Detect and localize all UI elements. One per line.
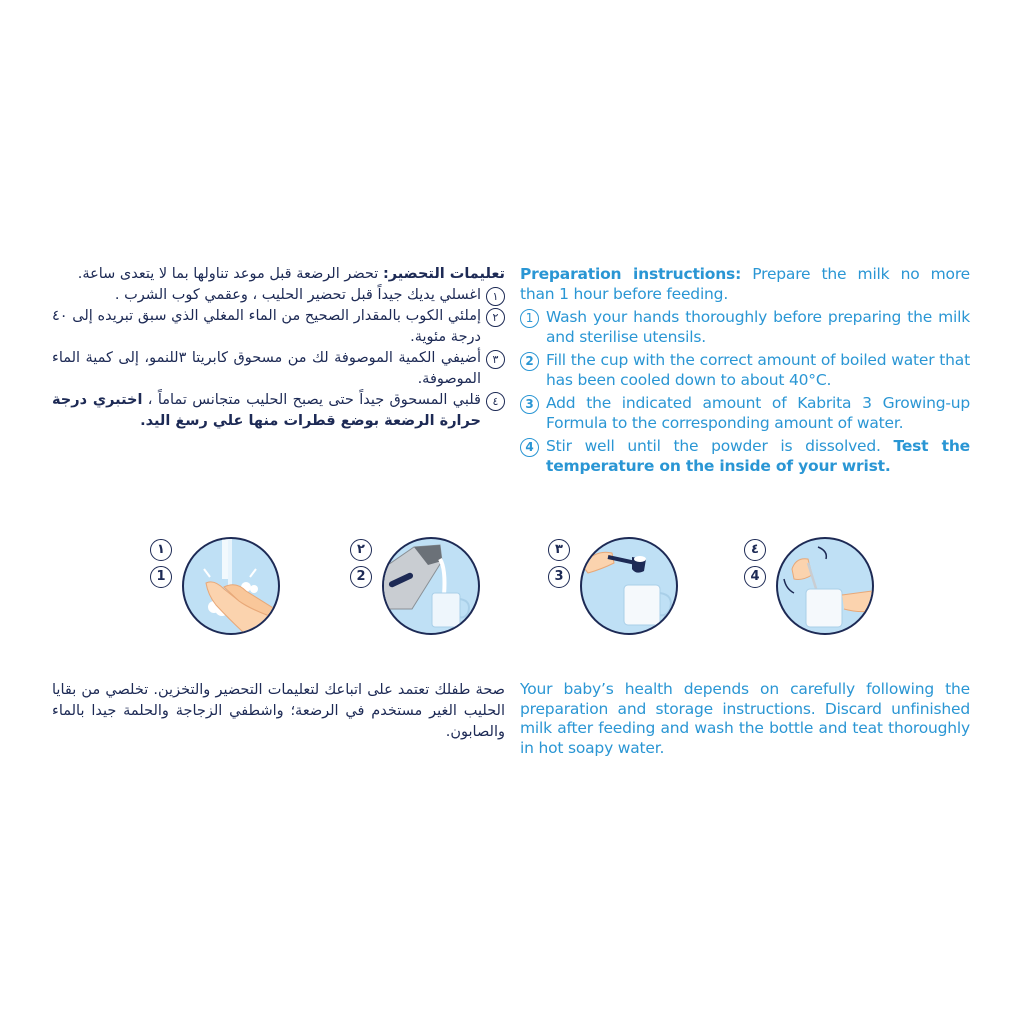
step-text: اغسلي يديك جيداً قبل تحضير الحليب ، وعقمي كوب الشرب . xyxy=(114,287,481,303)
hand-washing-icon xyxy=(182,537,280,635)
step-number-badge: ١ xyxy=(486,287,505,306)
step-text: إملئي الكوب بالمقدار الصحيح من الماء المغلي الذي سبق تبريده إلى ٤٠ درجة مئوية. xyxy=(52,308,481,345)
english-step-badge: 1 xyxy=(150,566,172,588)
english-footer-note xyxy=(520,680,970,758)
arabic-step-2 xyxy=(52,306,505,348)
english-intro-text: Prepare the milk no more than 1 hour before feeding. xyxy=(520,265,970,303)
step-text: Wash your hands thoroughly before preparing the milk and sterilise utensils. xyxy=(546,308,970,346)
arabic-intro-text: تحضر الرضعة قبل موعد تناولها بما لا يتعدى ساعة. xyxy=(77,266,383,282)
illustration-step-3 xyxy=(548,537,683,637)
step-number-badge: ٤ xyxy=(486,392,505,411)
english-step-2 xyxy=(520,351,970,390)
english-step-badge: 4 xyxy=(744,566,766,588)
arabic-step-badge: ٢ xyxy=(350,539,372,561)
step-text-bold: اختبري درجة حرارة الرضعة بوضع قطرات منها علي رسغ اليد. xyxy=(52,392,481,429)
kettle-pouring-icon xyxy=(382,537,480,635)
arabic-footer-note xyxy=(52,680,505,743)
arabic-step-badge: ١ xyxy=(150,539,172,561)
english-intro xyxy=(520,265,970,304)
illustration-step-4 xyxy=(744,537,879,637)
english-footer-text: Your baby’s health depends on carefully following the preparation and storage instructions. Discard unfinished milk after feeding and wash the bottle and teat thoroughly in hot soapy water. xyxy=(520,680,970,757)
english-step-4 xyxy=(520,437,970,476)
arabic-step-1 xyxy=(52,285,505,306)
formula-scoop-icon xyxy=(580,537,678,635)
english-step-1 xyxy=(520,308,970,347)
step-number-badge: 4 xyxy=(520,438,539,457)
step-text: قلبي المسحوق جيداً حتى يصبح الحليب متجانس تماماً ، xyxy=(142,392,481,408)
arabic-step-badge: ٤ xyxy=(744,539,766,561)
step-text-bold: Test the temperature on the inside of your wrist. xyxy=(546,437,970,475)
step-text: أضيفي الكمية الموصوفة لك من مسحوق كابريتا ٣للنمو، إلى كمية الماء الموصوفة. xyxy=(52,350,481,387)
arabic-intro xyxy=(52,264,505,285)
step-number-badge: 2 xyxy=(520,352,539,371)
step-number-badge: 3 xyxy=(520,395,539,414)
step-number-badge: ٣ xyxy=(486,350,505,369)
step-text: Fill the cup with the correct amount of boiled water that has been cooled down to about 40°C. xyxy=(546,351,970,389)
arabic-step-3 xyxy=(52,348,505,390)
english-instructions xyxy=(520,265,970,476)
step-number-badge: ٢ xyxy=(486,308,505,327)
arabic-footer-text: صحة طفلك تعتمد على اتباعك لتعليمات التحضير والتخزين. تخلصي من بقايا الحليب الغير مستخدم في الرضعة؛ واشطفي الزجاجة والحلمة جيدا بالماء والصابون. xyxy=(52,682,505,740)
english-step-3 xyxy=(520,394,970,433)
arabic-step-4 xyxy=(52,390,505,432)
stirring-cup-icon xyxy=(776,537,874,635)
english-step-badge: 3 xyxy=(548,566,570,588)
english-intro-heading: Preparation instructions: xyxy=(520,265,742,283)
illustration-step-2 xyxy=(350,537,485,637)
arabic-instructions xyxy=(52,264,505,432)
arabic-step-badge: ٣ xyxy=(548,539,570,561)
illustration-step-1 xyxy=(150,537,285,637)
step-text: Stir well until the powder is dissolved. xyxy=(546,437,894,455)
arabic-intro-heading: تعليمات التحضير: xyxy=(382,266,505,282)
english-step-badge: 2 xyxy=(350,566,372,588)
step-text: Add the indicated amount of Kabrita 3 Growing-up Formula to the corresponding amount of water. xyxy=(546,394,970,432)
step-number-badge: 1 xyxy=(520,309,539,328)
